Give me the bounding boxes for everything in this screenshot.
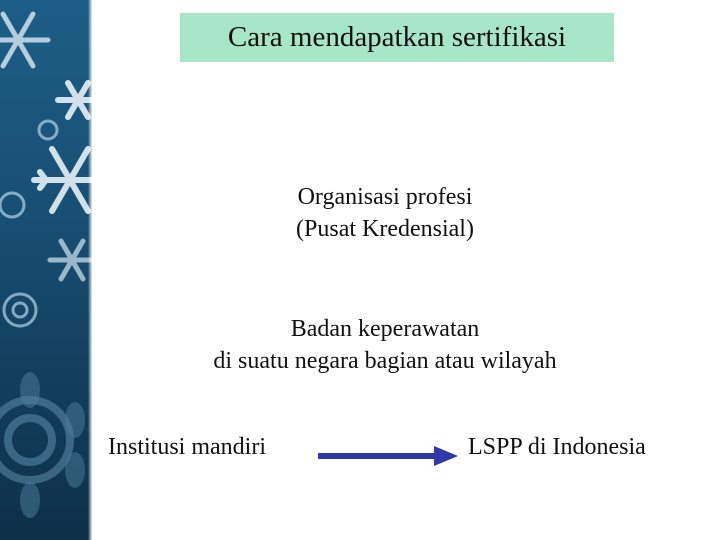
organization-block	[220, 181, 550, 245]
nursing-board-line-1: Badan keperawatan	[290, 316, 480, 342]
lspp-indonesia-label: LSPP di Indonesia	[468, 434, 646, 460]
organization-line-2: (Pusat Kredensial)	[296, 216, 474, 242]
snowflake-pattern-icon	[0, 0, 92, 540]
organization-line-1: Organisasi profesi	[297, 184, 473, 210]
independent-institution-label: Institusi mandiri	[108, 434, 266, 460]
right-arrow-icon	[318, 441, 460, 471]
snowflake-sidebar	[0, 0, 92, 540]
sidebar-edge-glow	[88, 0, 92, 540]
nursing-board-line-2: di suatu negara bagian atau wilayah	[213, 348, 557, 374]
nursing-board-block	[170, 313, 600, 377]
slide-title: Cara mendapatkan sertifikasi	[227, 21, 567, 53]
title-box	[180, 13, 614, 62]
